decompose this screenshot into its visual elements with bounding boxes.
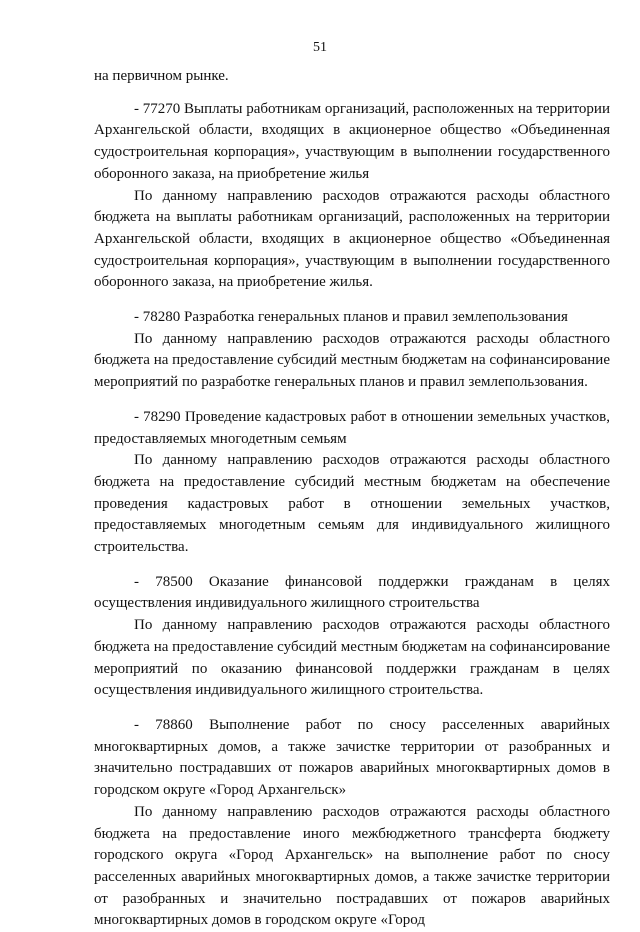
- description-78500: По данному направлению расходов отражаются расходы областного бюджета на предоставление субсидий местным бюджетам на софинансирование мероприятий по оказанию финансовой поддержки гражданам в целях осуществления индивидуального жилищного строительства.: [94, 617, 610, 699]
- heading-78280: - 78280 Разработка генеральных планов и правил землепользования: [134, 309, 568, 326]
- heading-77270: - 77270 Выплаты работникам организаций, расположенных на территории Архангельской области, входящих в акционерное общество «Объединенная судостроительная корпорация», участвующим в выполнении государственного оборонного заказа, на приобретение жилья: [94, 100, 610, 182]
- heading-78290: - 78290 Проведение кадастровых работ в отношении земельных участков, предоставляемых многодетным семьям: [94, 408, 610, 447]
- heading-78500: - 78500 Оказание финансовой поддержки гражданам в целях осуществления индивидуального жилищного строительства: [94, 573, 610, 612]
- description-78280: По данному направлению расходов отражаются расходы областного бюджета на предоставление субсидий местным бюджетам на софинансирование мероприятий по разработке генеральных планов и правил землепользования.: [94, 330, 610, 391]
- description-77270: По данному направлению расходов отражаются расходы областного бюджета на выплаты работникам организаций, расположенных на территории Архангельской области, входящих в акционерное общество «Объединенная судостроительная корпорация», участвующим в выполнении государственного оборонного заказа, на приобретение жилья.: [94, 187, 610, 291]
- description-78860: По данному направлению расходов отражаются расходы областного бюджета на предоставление иного межбюджетного трансферта бюджету городского округа «Город Архангельск» на выполнение работ по сносу расселенных аварийных многоквартирных домов, а также зачистке территории от разобранных и значительно пострадавших от пожаров аварийных многоквартирных домов в городском округе «Город: [94, 803, 610, 929]
- page-number: 51: [313, 40, 327, 55]
- paragraph-continuation: на первичном рынке.: [94, 68, 229, 84]
- page-body: [94, 66, 610, 932]
- description-78290: По данному направлению расходов отражаются расходы областного бюджета на предоставление субсидий местным бюджетам на обеспечение проведения кадастровых работ в отношении земельных участков, предоставляемых многодетным семьям для индивидуального жилищного строительства.: [94, 452, 610, 556]
- heading-78860: - 78860 Выполнение работ по сносу расселенных аварийных многоквартирных домов, а также зачистке территории от разобранных и значительно пострадавших от пожаров аварийных многоквартирных домов в городском округе «Город Архангельск»: [94, 716, 610, 799]
